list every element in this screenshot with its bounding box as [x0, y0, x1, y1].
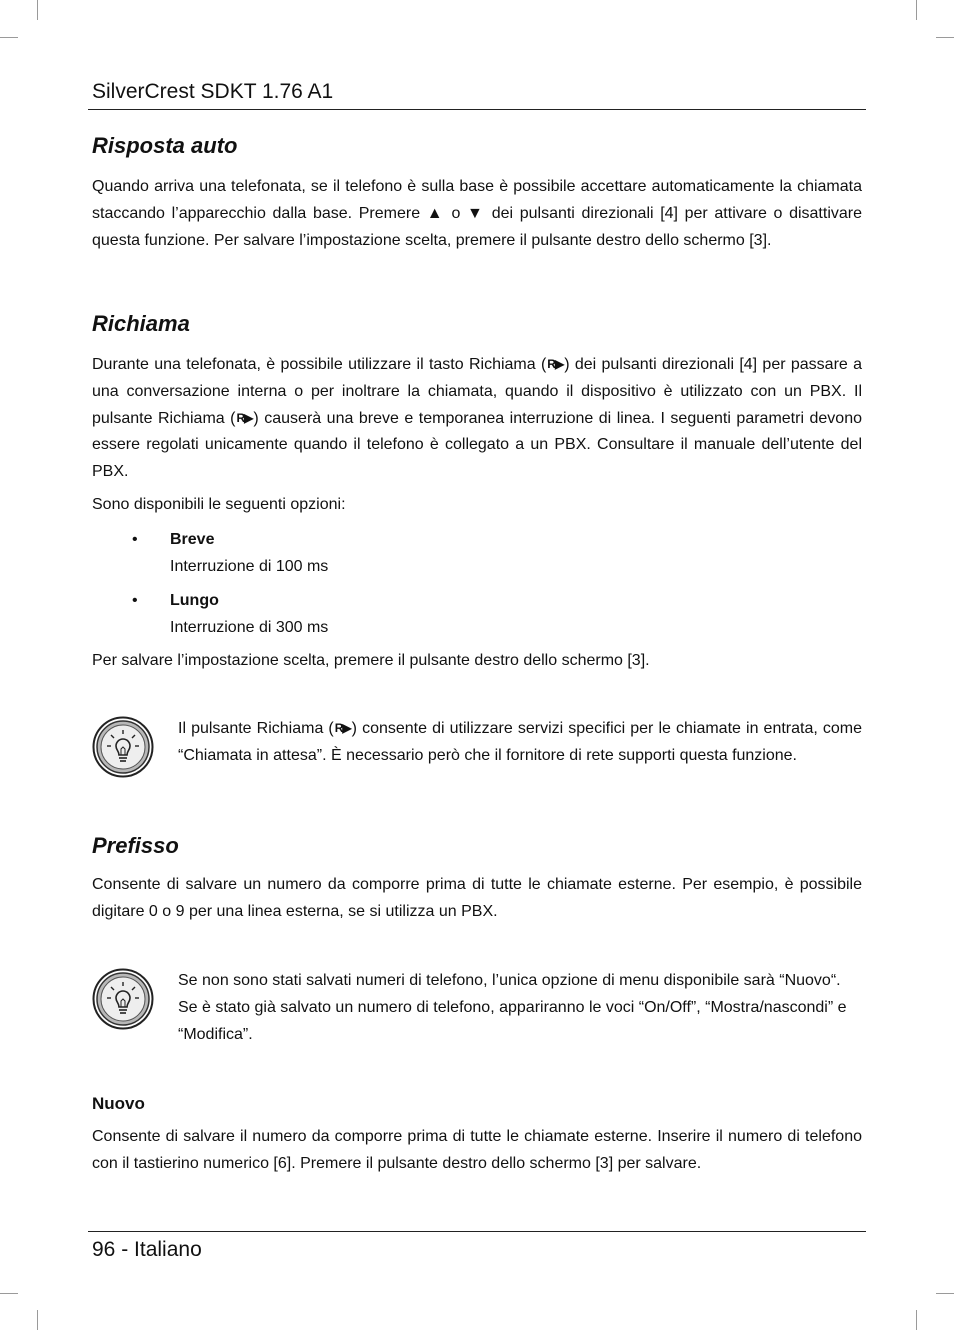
recall-key-icon: R▶ — [547, 357, 564, 371]
crop-mark — [916, 0, 917, 20]
section-title: Risposta auto — [92, 133, 238, 158]
recall-key-icon: R▶ — [236, 410, 253, 425]
section-title: Richiama — [92, 311, 190, 336]
page-header-title: SilverCrest SDKT 1.76 A1 — [92, 80, 334, 103]
crop-mark — [936, 1293, 954, 1294]
page-number: 96 — [92, 1238, 116, 1261]
option-desc: Interruzione di 100 ms — [170, 557, 329, 575]
paragraph: Durante una telefonata, è possibile utilizzare il tasto Richiama (R▶) dei pulsanti direzionali [4] per passare a una conversazione interna o per inoltrare la chiamata, quando il dispositivo è utilizzato con un PBX. Il pulsante Richiama (R▶) causerà una breve e temporanea interruzione di linea. I seguenti parametri devono essere regolati unicamente quando il telefono è collegato a un PBX. Consultare il manuale dell’utente del PBX. — [92, 356, 863, 481]
subsection-title: Nuovo — [92, 1094, 145, 1113]
arrow-down-icon: ▼ — [467, 204, 486, 222]
bullet: • — [132, 530, 138, 548]
footer-rule — [88, 1231, 866, 1232]
lightbulb-icon — [92, 968, 154, 1030]
crop-mark — [0, 37, 18, 38]
arrow-up-icon: ▲ — [426, 204, 445, 222]
paragraph: Consente di salvare il numero da comporre prima di tutte le chiamate esterne. Inserire il numero di telefono con il tastierino numerico [6]. Premere il pulsante destro dello schermo [3] per salvare. — [92, 1128, 862, 1172]
tip-note — [92, 968, 862, 1048]
bullet: • — [132, 592, 138, 610]
section-richiama — [92, 310, 862, 675]
crop-mark — [916, 1310, 917, 1330]
crop-mark — [936, 37, 954, 38]
paragraph: Consente di salvare un numero da comporre prima di tutte le chiamate esterne. Per esempio, è possibile digitare 0 o 9 per una linea esterna, se si utilizza un PBX. — [92, 876, 862, 920]
note-text: Se non sono stati salvati numeri di telefono, l’unica opzione di menu disponibile sarà “Nuovo“. Se è stato già salvato un numero di telefono, appariranno le voci “On/Off”, “Mostra/nascondi” e “Modifica”. — [178, 972, 847, 1043]
section-prefisso — [92, 832, 862, 926]
note-text: Il pulsante Richiama (R▶) consente di utilizzare servizi specifici per le chiamate in entrata, come “Chiamata in attesa”. È necessario però che il fornitore di rete supporti questa funzione. — [178, 720, 863, 764]
options-list — [92, 527, 862, 642]
paragraph: Quando arriva una telefonata, se il telefono è sulla base è possibile accettare automaticamente la chiamata staccando l’apparecchio dalla base. Premere ▲ o ▼ dei pulsanti direzionali [4] per attivare o disattivare questa funzione. Per salvare l’impostazione scelta, premere il pulsante destro dello schermo [3]. — [92, 178, 862, 249]
option-term: Breve — [170, 530, 215, 548]
header-rule — [88, 109, 866, 110]
crop-mark — [37, 1310, 38, 1330]
option-term: Lungo — [170, 592, 219, 610]
list-item — [92, 588, 862, 642]
tip-note — [92, 716, 862, 770]
footer-separator: - — [121, 1238, 129, 1261]
list-item — [92, 527, 862, 581]
paragraph: Sono disponibili le seguenti opzioni: — [92, 495, 346, 513]
recall-key-icon: R▶ — [334, 721, 351, 735]
section-title: Prefisso — [92, 833, 179, 858]
page-footer — [92, 1238, 202, 1262]
paragraph: Per salvare l’impostazione scelta, premere il pulsante destro dello schermo [3]. — [92, 651, 650, 669]
lightbulb-icon — [92, 716, 154, 778]
section-risposta-auto — [92, 132, 862, 254]
option-desc: Interruzione di 300 ms — [170, 619, 329, 637]
footer-language: Italiano — [134, 1238, 202, 1261]
crop-mark — [0, 1293, 18, 1294]
section-nuovo — [92, 1092, 862, 1178]
crop-mark — [37, 0, 38, 20]
